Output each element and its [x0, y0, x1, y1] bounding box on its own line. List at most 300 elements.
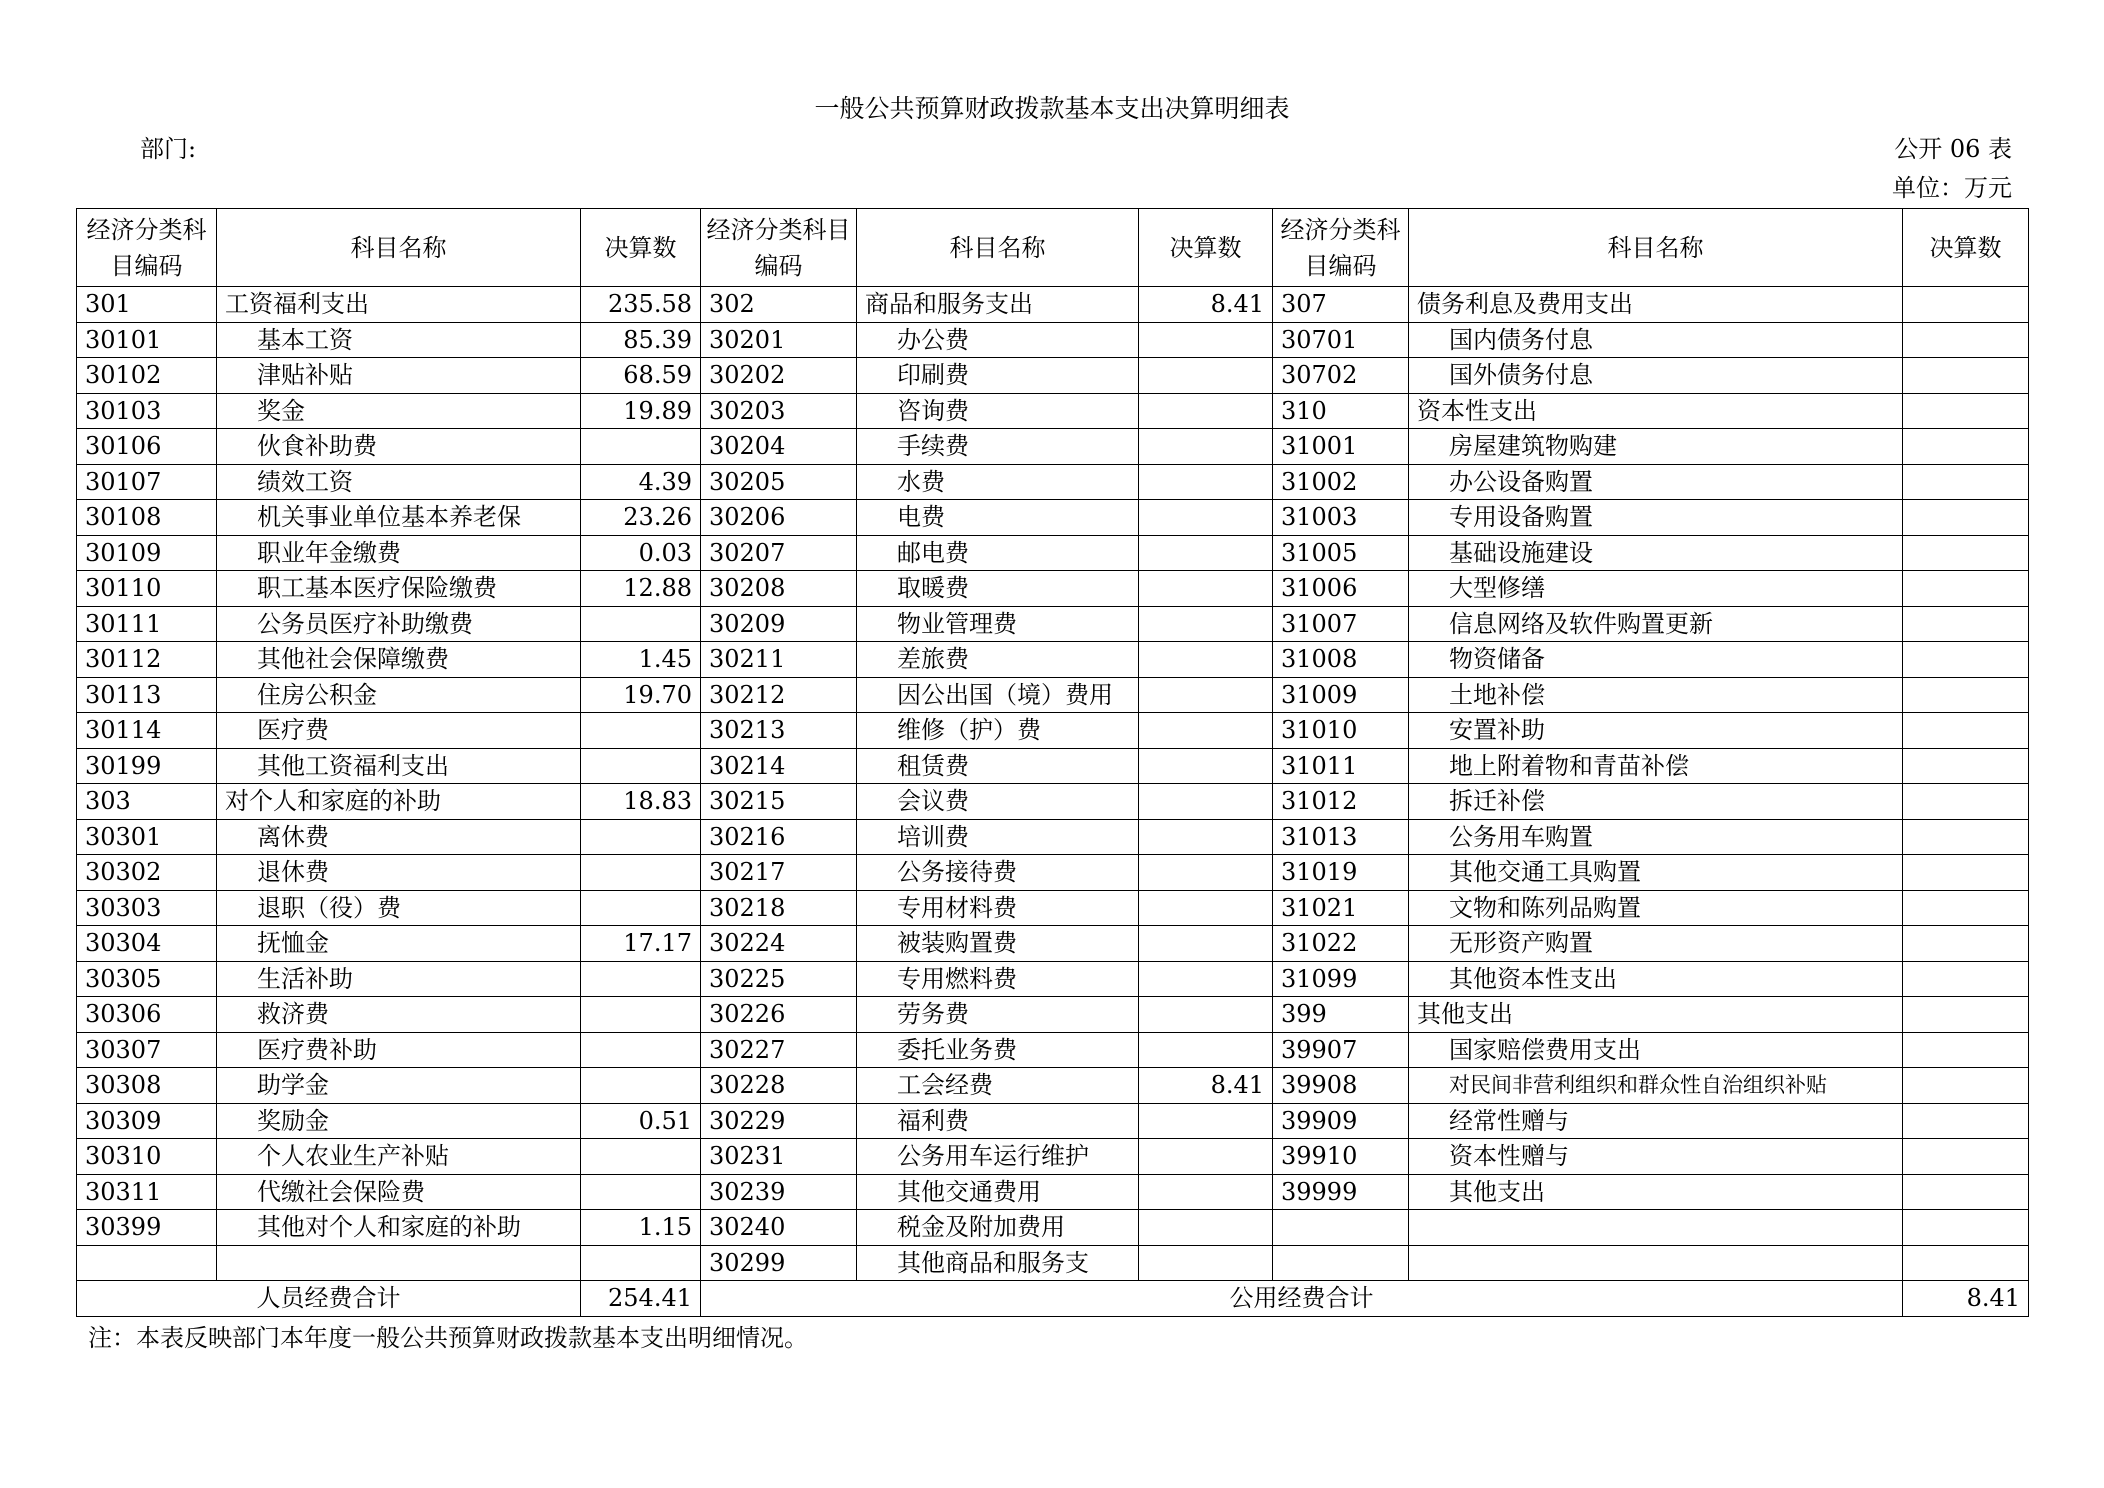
amount-cell — [1903, 1139, 2029, 1175]
subject-name-cell: 生活补助 — [217, 961, 581, 997]
economic-code-cell: 302 — [701, 287, 857, 323]
economic-code-cell: 31008 — [1273, 642, 1409, 678]
amount-cell — [1139, 819, 1273, 855]
subject-name-cell — [1409, 1245, 1903, 1281]
amount-cell — [1139, 1245, 1273, 1281]
subject-name-cell: 助学金 — [217, 1068, 581, 1104]
economic-code-cell: 39999 — [1273, 1174, 1409, 1210]
amount-cell — [1139, 322, 1273, 358]
amount-cell — [581, 713, 701, 749]
header-name: 科目名称 — [217, 209, 581, 287]
economic-code-cell: 30205 — [701, 464, 857, 500]
header-code: 经济分类科目编码 — [1273, 209, 1409, 287]
subject-name-cell: 对民间非营利组织和群众性自治组织补贴 — [1409, 1068, 1903, 1104]
page-title: 一般公共预算财政拨款基本支出决算明细表 — [814, 94, 1290, 123]
amount-cell: 1.45 — [581, 642, 701, 678]
amount-cell — [1139, 890, 1273, 926]
amount-cell — [1139, 1210, 1273, 1246]
subject-name-cell: 差旅费 — [857, 642, 1139, 678]
table-row — [77, 890, 2029, 926]
subject-name-cell: 邮电费 — [857, 535, 1139, 571]
amount-cell — [1139, 1174, 1273, 1210]
subject-name-cell: 津贴补贴 — [217, 358, 581, 394]
amount-cell — [1139, 713, 1273, 749]
amount-cell — [1903, 1210, 2029, 1246]
economic-code-cell: 30101 — [77, 322, 217, 358]
amount-cell — [581, 748, 701, 784]
amount-cell — [1139, 464, 1273, 500]
subject-name-cell: 办公费 — [857, 322, 1139, 358]
amount-cell — [1903, 464, 2029, 500]
economic-code-cell: 30102 — [77, 358, 217, 394]
amount-cell — [1903, 855, 2029, 891]
subject-name-cell: 离休费 — [217, 819, 581, 855]
economic-code-cell: 30240 — [701, 1210, 857, 1246]
subject-name-cell: 专用设备购置 — [1409, 500, 1903, 536]
amount-cell — [1903, 713, 2029, 749]
subject-name-cell: 奖励金 — [217, 1103, 581, 1139]
totals-row — [77, 1281, 2029, 1317]
subject-name-cell: 电费 — [857, 500, 1139, 536]
amount-cell: 68.59 — [581, 358, 701, 394]
subject-name-cell: 工资福利支出 — [217, 287, 581, 323]
amount-cell — [1903, 1103, 2029, 1139]
subject-name-cell: 奖金 — [217, 393, 581, 429]
subject-name-cell: 经常性赠与 — [1409, 1103, 1903, 1139]
amount-cell — [1903, 287, 2029, 323]
economic-code-cell: 30701 — [1273, 322, 1409, 358]
amount-cell — [1903, 926, 2029, 962]
economic-code-cell: 30206 — [701, 500, 857, 536]
subject-name-cell: 被装购置费 — [857, 926, 1139, 962]
subject-name-cell: 手续费 — [857, 429, 1139, 465]
amount-cell: 235.58 — [581, 287, 701, 323]
subject-name-cell: 医疗费补助 — [217, 1032, 581, 1068]
economic-code-cell: 30229 — [701, 1103, 857, 1139]
economic-code-cell: 30203 — [701, 393, 857, 429]
economic-code-cell: 31001 — [1273, 429, 1409, 465]
amount-cell — [581, 890, 701, 926]
subject-name-cell: 基础设施建设 — [1409, 535, 1903, 571]
economic-code-cell: 31022 — [1273, 926, 1409, 962]
economic-code-cell: 31003 — [1273, 500, 1409, 536]
header-amount: 决算数 — [1139, 209, 1273, 287]
economic-code-cell: 30310 — [77, 1139, 217, 1175]
amount-cell — [1903, 748, 2029, 784]
amount-cell: 8.41 — [1139, 287, 1273, 323]
amount-cell: 1.15 — [581, 1210, 701, 1246]
economic-code-cell: 30213 — [701, 713, 857, 749]
economic-code-cell: 30228 — [701, 1068, 857, 1104]
economic-code-cell: 30106 — [77, 429, 217, 465]
table-row — [77, 535, 2029, 571]
table-row — [77, 642, 2029, 678]
economic-code-cell: 307 — [1273, 287, 1409, 323]
table-row — [77, 1139, 2029, 1175]
economic-code-cell: 30108 — [77, 500, 217, 536]
amount-cell: 18.83 — [581, 784, 701, 820]
subject-name-cell: 办公设备购置 — [1409, 464, 1903, 500]
economic-code-cell: 30217 — [701, 855, 857, 891]
amount-cell — [1139, 393, 1273, 429]
economic-code-cell: 30112 — [77, 642, 217, 678]
economic-code-cell: 30209 — [701, 606, 857, 642]
department-label: 部门: — [140, 135, 197, 163]
amount-cell — [1139, 784, 1273, 820]
subject-name-cell: 委托业务费 — [857, 1032, 1139, 1068]
header-amount: 决算数 — [1903, 209, 2029, 287]
personnel-total-label: 人员经费合计 — [77, 1281, 581, 1317]
subject-name-cell: 资本性赠与 — [1409, 1139, 1903, 1175]
subject-name-cell: 伙食补助费 — [217, 429, 581, 465]
economic-code-cell: 30311 — [77, 1174, 217, 1210]
economic-code-cell: 30114 — [77, 713, 217, 749]
economic-code-cell: 30239 — [701, 1174, 857, 1210]
economic-code-cell: 30301 — [77, 819, 217, 855]
amount-cell — [1903, 961, 2029, 997]
amount-cell — [1903, 571, 2029, 607]
economic-code-cell: 31013 — [1273, 819, 1409, 855]
economic-code-cell — [1273, 1210, 1409, 1246]
table-row — [77, 322, 2029, 358]
amount-cell — [1903, 393, 2029, 429]
amount-cell — [1903, 1068, 2029, 1104]
subject-name-cell: 公务用车运行维护 — [857, 1139, 1139, 1175]
personnel-total-value: 254.41 — [581, 1281, 701, 1317]
economic-code-cell: 30201 — [701, 322, 857, 358]
subject-name-cell: 安置补助 — [1409, 713, 1903, 749]
economic-code-cell: 30113 — [77, 677, 217, 713]
economic-code-cell: 30109 — [77, 535, 217, 571]
header-code: 经济分类科目编码 — [701, 209, 857, 287]
amount-cell: 8.41 — [1139, 1068, 1273, 1104]
subject-name-cell: 其他社会保障缴费 — [217, 642, 581, 678]
economic-code-cell: 31012 — [1273, 784, 1409, 820]
economic-code-cell: 30309 — [77, 1103, 217, 1139]
economic-code-cell: 31009 — [1273, 677, 1409, 713]
economic-code-cell: 30308 — [77, 1068, 217, 1104]
subject-name-cell: 拆迁补偿 — [1409, 784, 1903, 820]
amount-cell — [581, 1139, 701, 1175]
amount-cell: 19.70 — [581, 677, 701, 713]
subject-name-cell: 劳务费 — [857, 997, 1139, 1033]
table-row — [77, 464, 2029, 500]
economic-code-cell: 30226 — [701, 997, 857, 1033]
economic-code-cell: 30208 — [701, 571, 857, 607]
economic-code-cell: 30202 — [701, 358, 857, 394]
form-number: 公开 06 表 — [1894, 135, 2012, 163]
economic-code-cell: 31005 — [1273, 535, 1409, 571]
economic-code-cell: 39909 — [1273, 1103, 1409, 1139]
subject-name-cell — [1409, 1210, 1903, 1246]
amount-cell — [1903, 784, 2029, 820]
subject-name-cell — [217, 1245, 581, 1281]
economic-code-cell: 30218 — [701, 890, 857, 926]
amount-cell: 0.51 — [581, 1103, 701, 1139]
amount-cell — [1903, 677, 2029, 713]
amount-cell — [1903, 1174, 2029, 1210]
economic-code-cell: 30199 — [77, 748, 217, 784]
subject-name-cell: 房屋建筑物购建 — [1409, 429, 1903, 465]
economic-code-cell: 301 — [77, 287, 217, 323]
subject-name-cell: 基本工资 — [217, 322, 581, 358]
economic-code-cell: 30216 — [701, 819, 857, 855]
economic-code-cell: 30110 — [77, 571, 217, 607]
amount-cell — [1903, 322, 2029, 358]
table-row — [77, 855, 2029, 891]
economic-code-cell: 30227 — [701, 1032, 857, 1068]
subject-name-cell: 公务员医疗补助缴费 — [217, 606, 581, 642]
subject-name-cell: 文物和陈列品购置 — [1409, 890, 1903, 926]
table-row — [77, 748, 2029, 784]
subject-name-cell: 公务用车购置 — [1409, 819, 1903, 855]
amount-cell — [1139, 429, 1273, 465]
amount-cell — [1903, 997, 2029, 1033]
economic-code-cell: 31011 — [1273, 748, 1409, 784]
table-row — [77, 926, 2029, 962]
header-name: 科目名称 — [1409, 209, 1903, 287]
subject-name-cell: 资本性支出 — [1409, 393, 1903, 429]
subject-name-cell: 职业年金缴费 — [217, 535, 581, 571]
subject-name-cell: 退休费 — [217, 855, 581, 891]
amount-cell — [1903, 500, 2029, 536]
amount-cell — [1139, 961, 1273, 997]
economic-code-cell — [1273, 1245, 1409, 1281]
economic-code-cell: 30305 — [77, 961, 217, 997]
subject-name-cell: 退职（役）费 — [217, 890, 581, 926]
economic-code-cell: 30702 — [1273, 358, 1409, 394]
amount-cell — [581, 606, 701, 642]
table-row — [77, 287, 2029, 323]
table-row — [77, 500, 2029, 536]
subject-name-cell: 其他支出 — [1409, 1174, 1903, 1210]
table-row — [77, 961, 2029, 997]
amount-cell — [581, 1068, 701, 1104]
amount-cell: 23.26 — [581, 500, 701, 536]
amount-cell — [1139, 535, 1273, 571]
table-row — [77, 571, 2029, 607]
subject-name-cell: 其他工资福利支出 — [217, 748, 581, 784]
table-row — [77, 606, 2029, 642]
economic-code-cell: 30214 — [701, 748, 857, 784]
amount-cell — [1139, 677, 1273, 713]
amount-cell — [581, 1245, 701, 1281]
subject-name-cell: 公务接待费 — [857, 855, 1139, 891]
subject-name-cell: 信息网络及软件购置更新 — [1409, 606, 1903, 642]
economic-code-cell: 30307 — [77, 1032, 217, 1068]
economic-code-cell: 30231 — [701, 1139, 857, 1175]
subject-name-cell: 无形资产购置 — [1409, 926, 1903, 962]
subject-name-cell: 大型修缮 — [1409, 571, 1903, 607]
subject-name-cell: 福利费 — [857, 1103, 1139, 1139]
amount-cell — [581, 1032, 701, 1068]
subject-name-cell: 绩效工资 — [217, 464, 581, 500]
economic-code-cell: 30304 — [77, 926, 217, 962]
public-total-value: 8.41 — [1903, 1281, 2029, 1317]
subject-name-cell: 其他支出 — [1409, 997, 1903, 1033]
amount-cell — [1903, 606, 2029, 642]
subject-name-cell: 税金及附加费用 — [857, 1210, 1139, 1246]
table-row — [77, 677, 2029, 713]
economic-code-cell: 31019 — [1273, 855, 1409, 891]
economic-code-cell: 30306 — [77, 997, 217, 1033]
subject-name-cell: 土地补偿 — [1409, 677, 1903, 713]
table-row — [77, 1210, 2029, 1246]
table-row — [77, 358, 2029, 394]
amount-cell — [1139, 358, 1273, 394]
economic-code-cell: 31002 — [1273, 464, 1409, 500]
subject-name-cell: 租赁费 — [857, 748, 1139, 784]
subject-name-cell: 印刷费 — [857, 358, 1139, 394]
amount-cell — [581, 1174, 701, 1210]
economic-code-cell: 30299 — [701, 1245, 857, 1281]
subject-name-cell: 培训费 — [857, 819, 1139, 855]
amount-cell: 17.17 — [581, 926, 701, 962]
economic-code-cell: 30399 — [77, 1210, 217, 1246]
amount-cell — [1139, 642, 1273, 678]
table-row — [77, 1245, 2029, 1281]
table-header-row — [77, 209, 2029, 287]
amount-cell — [1903, 1245, 2029, 1281]
subject-name-cell: 维修（护）费 — [857, 713, 1139, 749]
economic-code-cell: 30103 — [77, 393, 217, 429]
subject-name-cell: 救济费 — [217, 997, 581, 1033]
amount-cell — [1903, 890, 2029, 926]
subject-name-cell: 物资储备 — [1409, 642, 1903, 678]
table-row — [77, 784, 2029, 820]
economic-code-cell: 30111 — [77, 606, 217, 642]
economic-code-cell: 303 — [77, 784, 217, 820]
subject-name-cell: 专用材料费 — [857, 890, 1139, 926]
economic-code-cell: 39908 — [1273, 1068, 1409, 1104]
amount-cell — [1903, 535, 2029, 571]
table-row — [77, 1174, 2029, 1210]
amount-cell — [1903, 642, 2029, 678]
unit-label: 单位：万元 — [1892, 174, 2012, 202]
subject-name-cell: 商品和服务支出 — [857, 287, 1139, 323]
subject-name-cell: 地上附着物和青苗补偿 — [1409, 748, 1903, 784]
subject-name-cell: 债务利息及费用支出 — [1409, 287, 1903, 323]
economic-code-cell: 30215 — [701, 784, 857, 820]
subject-name-cell: 其他对个人和家庭的补助 — [217, 1210, 581, 1246]
subject-name-cell: 专用燃料费 — [857, 961, 1139, 997]
amount-cell: 85.39 — [581, 322, 701, 358]
economic-code-cell: 30212 — [701, 677, 857, 713]
economic-code-cell: 399 — [1273, 997, 1409, 1033]
economic-code-cell: 30211 — [701, 642, 857, 678]
amount-cell — [581, 429, 701, 465]
subject-name-cell: 水费 — [857, 464, 1139, 500]
amount-cell: 19.89 — [581, 393, 701, 429]
amount-cell — [581, 819, 701, 855]
amount-cell — [1139, 1032, 1273, 1068]
amount-cell — [1139, 926, 1273, 962]
table-row — [77, 1103, 2029, 1139]
amount-cell: 4.39 — [581, 464, 701, 500]
header-code: 经济分类科目编码 — [77, 209, 217, 287]
table-row — [77, 713, 2029, 749]
economic-code-cell: 30225 — [701, 961, 857, 997]
subject-name-cell: 咨询费 — [857, 393, 1139, 429]
amount-cell — [1139, 500, 1273, 536]
amount-cell — [1139, 1103, 1273, 1139]
amount-cell — [1139, 1139, 1273, 1175]
economic-code-cell — [77, 1245, 217, 1281]
economic-code-cell: 39910 — [1273, 1139, 1409, 1175]
economic-code-cell: 31099 — [1273, 961, 1409, 997]
economic-code-cell: 30303 — [77, 890, 217, 926]
subject-name-cell: 其他资本性支出 — [1409, 961, 1903, 997]
economic-code-cell: 31007 — [1273, 606, 1409, 642]
amount-cell — [581, 855, 701, 891]
amount-cell — [581, 997, 701, 1033]
subject-name-cell: 国内债务付息 — [1409, 322, 1903, 358]
amount-cell — [1903, 1032, 2029, 1068]
amount-cell — [1139, 748, 1273, 784]
economic-code-cell: 39907 — [1273, 1032, 1409, 1068]
amount-cell — [1139, 997, 1273, 1033]
economic-code-cell: 310 — [1273, 393, 1409, 429]
economic-code-cell: 31010 — [1273, 713, 1409, 749]
public-total-label: 公用经费合计 — [701, 1281, 1903, 1317]
table-row — [77, 1068, 2029, 1104]
subject-name-cell: 国外债务付息 — [1409, 358, 1903, 394]
economic-code-cell: 30107 — [77, 464, 217, 500]
table-row — [77, 819, 2029, 855]
amount-cell — [1903, 429, 2029, 465]
amount-cell — [581, 961, 701, 997]
table-row — [77, 429, 2029, 465]
amount-cell — [1139, 855, 1273, 891]
subject-name-cell: 机关事业单位基本养老保 — [217, 500, 581, 536]
amount-cell: 0.03 — [581, 535, 701, 571]
subject-name-cell: 住房公积金 — [217, 677, 581, 713]
table-row — [77, 997, 2029, 1033]
header-name: 科目名称 — [857, 209, 1139, 287]
table-note: 注：本表反映部门本年度一般公共预算财政拨款基本支出明细情况。 — [88, 1324, 808, 1352]
amount-cell — [1139, 606, 1273, 642]
subject-name-cell: 其他交通费用 — [857, 1174, 1139, 1210]
subject-name-cell: 因公出国（境）费用 — [857, 677, 1139, 713]
economic-code-cell: 30207 — [701, 535, 857, 571]
table-row — [77, 393, 2029, 429]
subject-name-cell: 其他交通工具购置 — [1409, 855, 1903, 891]
amount-cell — [1139, 571, 1273, 607]
economic-code-cell: 31021 — [1273, 890, 1409, 926]
economic-code-cell: 30302 — [77, 855, 217, 891]
amount-cell — [1903, 819, 2029, 855]
subject-name-cell: 取暖费 — [857, 571, 1139, 607]
subject-name-cell: 代缴社会保险费 — [217, 1174, 581, 1210]
subject-name-cell: 国家赔偿费用支出 — [1409, 1032, 1903, 1068]
economic-code-cell: 31006 — [1273, 571, 1409, 607]
economic-code-cell: 30224 — [701, 926, 857, 962]
economic-code-cell: 30204 — [701, 429, 857, 465]
subject-name-cell: 物业管理费 — [857, 606, 1139, 642]
subject-name-cell: 个人农业生产补贴 — [217, 1139, 581, 1175]
subject-name-cell: 其他商品和服务支 — [857, 1245, 1139, 1281]
subject-name-cell: 会议费 — [857, 784, 1139, 820]
header-amount: 决算数 — [581, 209, 701, 287]
subject-name-cell: 抚恤金 — [217, 926, 581, 962]
subject-name-cell: 医疗费 — [217, 713, 581, 749]
amount-cell — [1903, 358, 2029, 394]
expenditure-table — [76, 208, 2029, 1317]
amount-cell: 12.88 — [581, 571, 701, 607]
table-row — [77, 1032, 2029, 1068]
subject-name-cell: 对个人和家庭的补助 — [217, 784, 581, 820]
subject-name-cell: 工会经费 — [857, 1068, 1139, 1104]
